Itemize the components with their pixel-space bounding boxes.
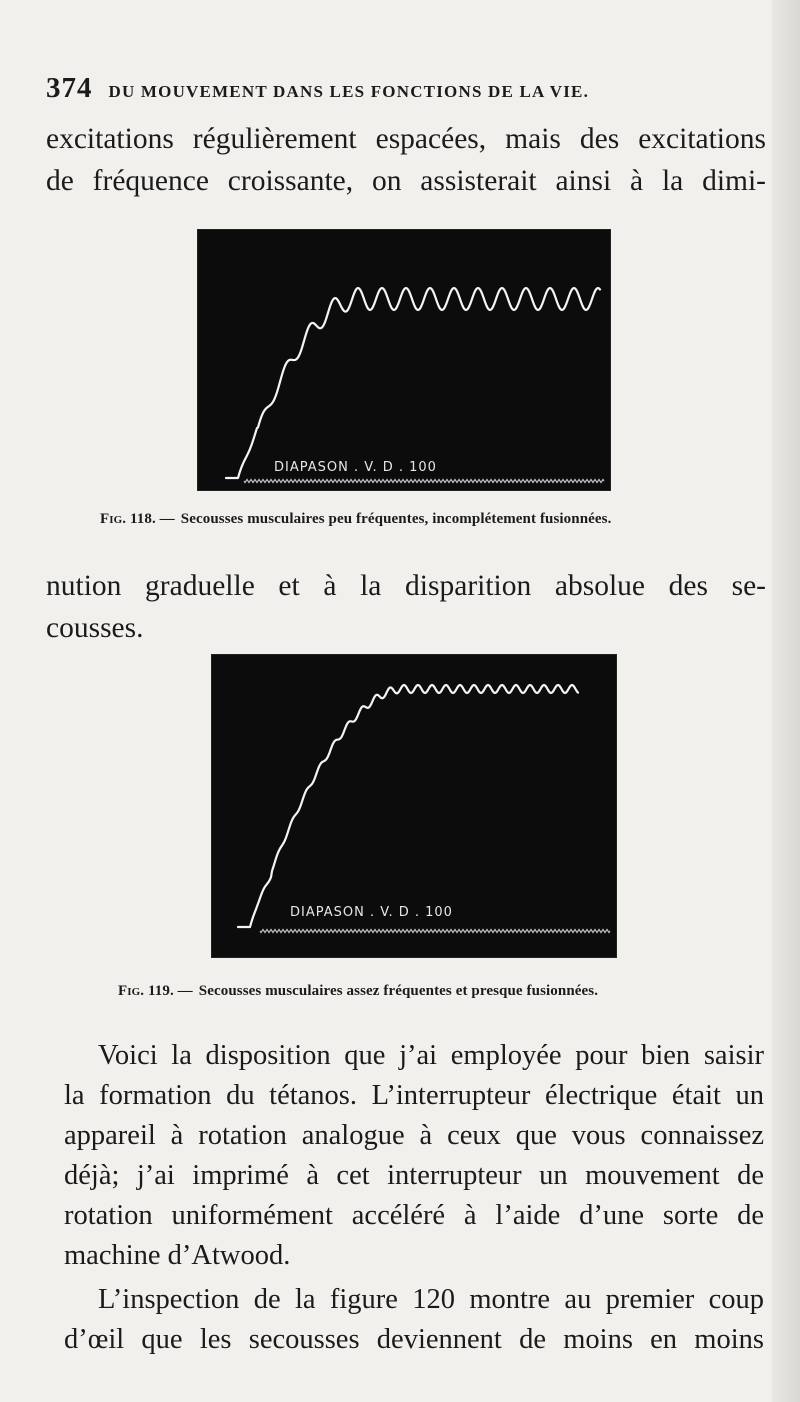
figure-118-caption-label: Fig. 118. — bbox=[100, 511, 175, 527]
page-edge-shadow bbox=[772, 0, 800, 1402]
body-p1-line-5: rotation uniformément accéléré à l’aide d’une sorte de bbox=[64, 1200, 764, 1231]
intro-line-1: excitations régulièrement espacées, mais des excitations bbox=[46, 123, 766, 155]
intro-line-2: de fréquence croissante, on assisterait ainsi à la dimi- bbox=[46, 165, 766, 197]
body-p1-line-2: la formation du tétanos. L’interrupteur électrique était un bbox=[64, 1080, 764, 1111]
page-header bbox=[46, 72, 746, 108]
figure-119-caption bbox=[118, 983, 598, 1000]
body-p2-line-1: L’inspection de la figure 120 montre au premier coup bbox=[98, 1284, 764, 1315]
figure-119-trace bbox=[212, 655, 616, 957]
myograph-curve-119 bbox=[238, 685, 578, 927]
mid-line-2: cousses. bbox=[46, 612, 144, 644]
running-head: DU MOUVEMENT DANS LES FONCTIONS DE LA VIE. bbox=[108, 82, 590, 101]
figure-119-plate bbox=[212, 655, 616, 957]
body-p2-line-2: d’œil que les secousses deviennent de moins en moins bbox=[64, 1324, 764, 1355]
body-p1-line-1: Voici la disposition que j’ai employée pour bien saisir bbox=[98, 1040, 764, 1071]
figure-118-caption-text: Secousses musculaires peu fréquentes, incomplétement fusionnées. bbox=[180, 511, 612, 527]
figure-118-plate bbox=[198, 230, 610, 490]
body-p1-line-6: machine d’Atwood. bbox=[64, 1240, 291, 1271]
tuning-fork-trace-119 bbox=[260, 930, 610, 933]
myograph-curve-118 bbox=[226, 288, 600, 478]
body-p1-line-4: déjà; j’ai imprimé à cet interrupteur un mouvement de bbox=[64, 1160, 764, 1191]
page-number: 374 bbox=[46, 72, 93, 104]
figure-118-trace-label: DIAPASON . V. D . 100 bbox=[274, 460, 437, 475]
figure-118-trace bbox=[198, 230, 610, 490]
figure-118-caption bbox=[100, 511, 611, 528]
figure-119-trace-label: DIAPASON . V. D . 100 bbox=[290, 905, 453, 920]
figure-119-caption-label: Fig. 119. — bbox=[118, 983, 193, 999]
tuning-fork-trace-118 bbox=[244, 480, 604, 483]
figure-119-caption-text: Secousses musculaires assez fréquentes et presque fusionnées. bbox=[198, 983, 599, 999]
mid-line-1: nution graduelle et à la disparition absolue des se- bbox=[46, 570, 766, 602]
body-p1-line-3: appareil à rotation analogue à ceux que vous connaissez bbox=[64, 1120, 764, 1151]
